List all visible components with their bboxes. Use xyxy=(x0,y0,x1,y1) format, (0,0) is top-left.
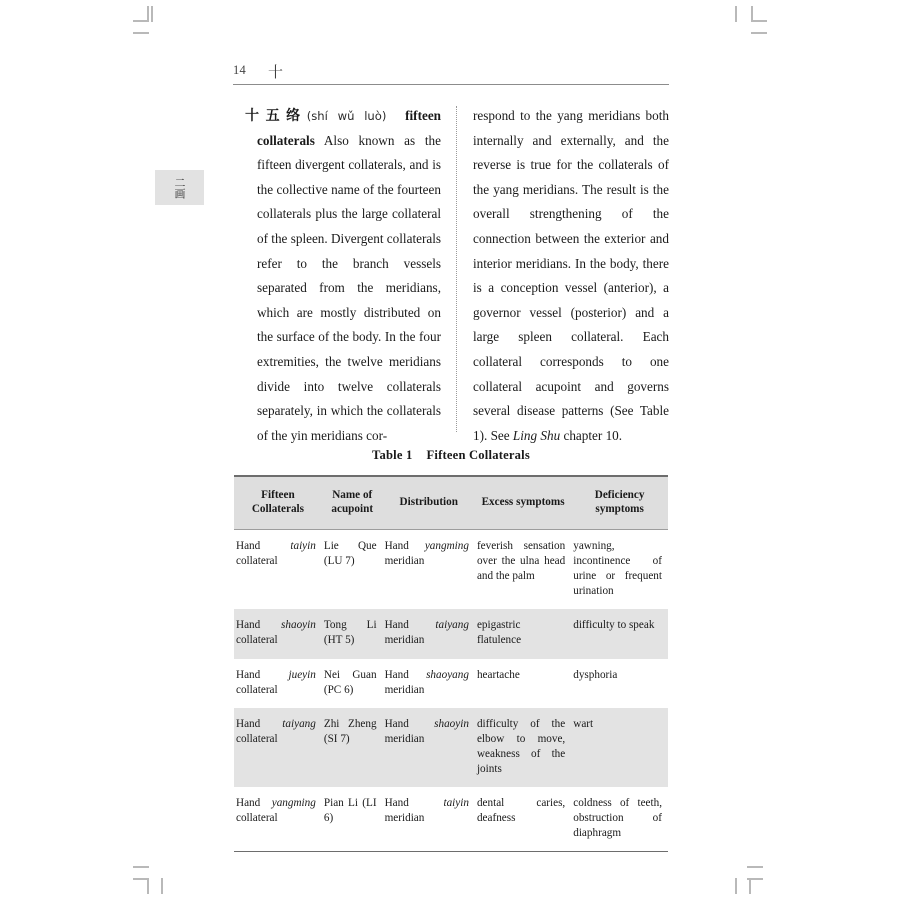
entry-paragraph-right xyxy=(473,104,669,448)
cell-acupoint: Tong Li (HT 5) xyxy=(322,609,383,658)
cell-distribution-term: taiyang xyxy=(435,619,469,632)
cell-distribution-suffix: meridian xyxy=(384,555,425,568)
cell-collateral xyxy=(234,530,322,610)
column-divider xyxy=(456,106,458,432)
entry-headword: 十五络 xyxy=(245,108,307,124)
cell-collateral-prefix: Hand xyxy=(236,619,282,632)
cell-collateral-prefix: Hand xyxy=(236,717,283,730)
page-header xyxy=(233,62,669,86)
table-caption xyxy=(233,448,669,463)
cell-distribution-term: yangming xyxy=(424,540,469,552)
cell-distribution-suffix: meridian xyxy=(384,732,425,745)
cell-collateral-term: jueyin xyxy=(288,668,316,681)
cell-distribution xyxy=(383,659,475,708)
cell-distribution-term: shaoyang xyxy=(426,668,469,681)
cell-acupoint: Zhi Zheng (SI 7) xyxy=(322,708,383,787)
cell-deficiency-symptoms: dysphoria xyxy=(573,668,618,681)
cell-acupoint: Nei Guan (PC 6) xyxy=(323,668,377,696)
column-header-excess-symptoms: Excess symptoms xyxy=(475,476,571,530)
collaterals-table-wrapper xyxy=(234,475,668,852)
cell-collateral-term: shaoyin xyxy=(281,619,316,632)
table-row xyxy=(234,609,668,658)
table-row xyxy=(234,530,668,610)
cell-distribution-suffix: meridian xyxy=(384,812,425,825)
cell-distribution xyxy=(383,609,475,658)
cell-acupoint: Pian Li (LI 6) xyxy=(323,797,377,825)
stroke-count-tab-label: 二画 xyxy=(173,176,186,199)
cell-collateral-term: taiyang xyxy=(282,717,316,730)
cell-distribution-prefix: Hand xyxy=(384,540,425,552)
cell-collateral-prefix: Hand xyxy=(236,797,272,810)
entry-pinyin: (shí wǔ luò) xyxy=(306,109,387,123)
crop-mark-top-right xyxy=(733,6,767,40)
cell-distribution-prefix: Hand xyxy=(384,619,436,632)
collaterals-table xyxy=(234,475,668,852)
table-body xyxy=(234,530,668,852)
cell-collateral-term: taiyin xyxy=(290,540,316,552)
cell-distribution xyxy=(383,708,475,787)
page-number: 14 xyxy=(233,63,247,77)
cell-collateral xyxy=(234,787,322,852)
column-header-name-of-acupoint: Name of acupoint xyxy=(322,476,383,530)
cell-deficiency-symptoms: difficulty to speak xyxy=(571,609,668,658)
cell-excess-symptoms: heartache xyxy=(476,668,520,681)
table-row xyxy=(234,708,668,787)
cell-collateral xyxy=(234,609,322,658)
crop-mark-top-left xyxy=(133,6,167,40)
cell-collateral-suffix: collateral xyxy=(236,683,278,696)
table-caption-title: Fifteen Collaterals xyxy=(426,448,530,462)
crop-mark-bottom-left xyxy=(133,860,167,894)
entry-column-right xyxy=(473,104,669,448)
cell-distribution xyxy=(383,787,475,852)
cell-excess-symptoms: difficulty of the elbow to move, weakness of the joints xyxy=(475,708,571,787)
column-header-fifteen-collaterals: Fifteen Collaterals xyxy=(234,476,322,530)
cell-distribution xyxy=(383,530,475,610)
cell-deficiency-symptoms: wart xyxy=(571,708,668,787)
table-row xyxy=(234,659,668,708)
cell-collateral-suffix: collateral xyxy=(236,812,278,825)
table-head xyxy=(234,476,668,530)
column-header-distribution: Distribution xyxy=(383,476,475,530)
cell-collateral-suffix: collateral xyxy=(236,732,278,745)
cell-acupoint: Lie Que (LU 7) xyxy=(323,540,377,568)
cell-collateral-suffix: collateral xyxy=(236,634,278,647)
cell-distribution-suffix: meridian xyxy=(384,634,425,647)
cell-distribution-prefix: Hand xyxy=(384,717,435,730)
crop-mark-bottom-right xyxy=(733,860,767,894)
cell-collateral-prefix: Hand xyxy=(236,668,289,681)
column-header-deficiency-symptoms: Deficiency symptoms xyxy=(571,476,668,530)
stroke-count-tab xyxy=(155,170,204,205)
entry-body xyxy=(233,104,669,443)
entry-citation-title: Ling Shu xyxy=(512,427,561,443)
cell-deficiency-symptoms: coldness of teeth, obstruction of diaphragm xyxy=(573,797,662,840)
cell-distribution-term: shaoyin xyxy=(434,717,469,730)
cell-distribution-term: taiyin xyxy=(443,797,469,810)
cell-collateral-prefix: Hand xyxy=(236,540,291,552)
entry-definition-left: Also known as the fifteen divergent collaterals, and is the collective name of the fourteen collaterals plus the large collateral of the spleen. Divergent collaterals refer to the branch vessels separated from the meridians, which are mostly distributed on the surface of the body. In the four extremities, the twelve meridians divide into twelve collaterals separately, in which the collaterals of the yin meridians cor- xyxy=(257,132,441,443)
entry-definition-right: respond to the yang meridians both internally and externally, and the reverse is true for the collaterals of the yang meridians. The result is the overall strengthening of the connection between the exterior and interior meridians. In the body, there is a conception vessel (anterior), a governor vessel (posterior) and a large spleen collateral. Each collateral corresponds to one collateral acupoint and governs several disease patterns (See Table 1). See xyxy=(473,108,669,443)
cell-collateral xyxy=(234,708,322,787)
running-head-character: 十 xyxy=(268,63,284,81)
table-header-row xyxy=(234,476,668,530)
entry-column-left xyxy=(245,104,441,448)
header-rule xyxy=(233,84,669,85)
cell-excess-symptoms: dental caries, deafness xyxy=(476,797,566,825)
cell-deficiency-symptoms: yawning, incontinence of urine or frequent urination xyxy=(573,540,662,598)
entry-gloss: fifteen collaterals xyxy=(257,108,442,148)
cell-collateral xyxy=(234,659,322,708)
cell-excess-symptoms: feverish sensation over the ulna head and the palm xyxy=(476,540,566,583)
cell-distribution-suffix: meridian xyxy=(384,683,425,696)
table-row xyxy=(234,787,668,852)
cell-collateral-suffix: collateral xyxy=(236,555,278,568)
cell-distribution-prefix: Hand xyxy=(384,797,444,810)
cell-distribution-prefix: Hand xyxy=(384,668,427,681)
cell-excess-symptoms: epigastric flatulence xyxy=(475,609,571,658)
entry-definition-right-tail: chapter 10. xyxy=(560,427,623,443)
cell-collateral-term: yangming xyxy=(271,797,316,810)
entry-paragraph-left xyxy=(245,104,441,448)
table-caption-label: Table 1 xyxy=(372,448,413,462)
